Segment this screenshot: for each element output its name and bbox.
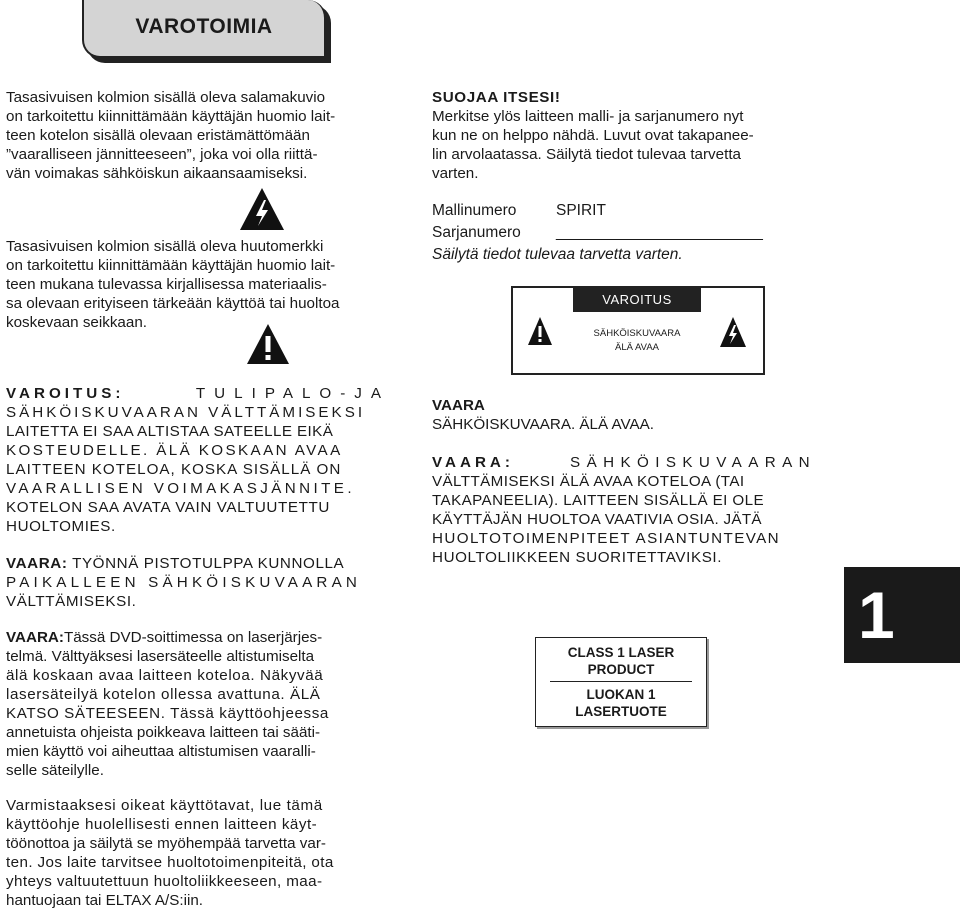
text-line: kun ne on helppo nähdä. Luvut ovat takapanee- <box>432 127 754 144</box>
text-line: älä koskaan avaa laitteen koteloa. Näkyvää <box>6 667 324 684</box>
text-line: LAITETTA EI SAA ALTISTAA SATEELLE EIKÄ <box>6 423 334 440</box>
protect-yourself <box>432 88 816 183</box>
text-line: sa olevaan erityiseen tärkeään käyttöä tai huoltoa <box>6 295 340 312</box>
text-line: HUOLTOLIIKKEEN SUORITETTAVIKSI. <box>432 549 723 566</box>
fire-shock-warning <box>6 384 390 536</box>
text-line: KÄYTTÄJÄN HUOLTOA VAATIVIA OSIA. JÄTÄ <box>432 511 762 528</box>
text-line: on tarkoitettu kiinnittämään käyttäjän huomio lait- <box>6 108 336 125</box>
text-line: hantuojaan tai ELTAX A/S:iin. <box>6 892 203 909</box>
text-line: on tarkoitettu kiinnittämään käyttäjän huomio lait- <box>6 257 336 274</box>
text-line: VÄLTTÄMISEKSI. <box>6 593 137 610</box>
exclamation-explanation <box>6 237 390 332</box>
text-line: SÄHKÖISKUVAARAN VÄLTTÄMISEKSI <box>6 404 366 421</box>
divider <box>550 681 692 682</box>
text-line: käyttöohje huolellisesti ennen laitteen käyt- <box>6 816 318 833</box>
text-line: yhteys valtuutettuun huoltoliikkeeseen, maa- <box>6 873 323 890</box>
text-line: TYÖNNÄ PISTOTULPPA KUNNOLLA <box>72 555 345 572</box>
model-value: SPIRIT <box>556 202 606 219</box>
text-line: Tasasivuisen kolmion sisällä oleva huutomerkki <box>6 238 324 255</box>
danger-heading: VAARA: <box>6 555 68 572</box>
model-info <box>432 200 822 266</box>
laser-label-line: CLASS 1 LASER <box>567 645 675 660</box>
text-line: koskevaan seikkaan. <box>6 314 147 331</box>
text-line: Varmistaaksesi oikeat käyttötavat, lue tämä <box>6 797 323 814</box>
serial-label: Sarjanumero <box>432 224 521 241</box>
read-manual-note <box>6 796 390 910</box>
lightning-explanation <box>6 88 390 183</box>
danger-heading: VAARA: <box>6 629 64 646</box>
text-line: ”vaaralliseen jännitteeseen”, joka voi olla riittä- <box>6 146 318 163</box>
laser-label-line: LASERTUOTE <box>575 704 667 719</box>
text-line: TAKAPANEELIA). LAITTEEN SISÄLLÄ EI OLE <box>432 492 764 509</box>
text-line: varten. <box>432 165 479 182</box>
plug-danger <box>6 554 390 611</box>
text-line: teen kotelon sisällä olevaan eristämättömään <box>6 127 310 144</box>
laser-danger <box>6 628 390 780</box>
warning-label-box <box>511 286 765 375</box>
cover-danger <box>432 453 816 567</box>
text-line: selle säteilylle. <box>6 762 104 779</box>
text-line: Tasasivuisen kolmion sisällä oleva salamakuvio <box>6 89 326 106</box>
exclamation-warning-icon <box>245 322 291 366</box>
text-line: HUOLTOTOIMENPITEET ASIANTUNTEVAN <box>432 530 781 547</box>
text-line: ten. Jos laite tarvitsee huoltotoimenpiteitä, ota <box>6 854 334 871</box>
keep-note: Säilytä tiedot tulevaa tarvetta varten. <box>432 246 683 263</box>
exclamation-warning-icon <box>527 316 553 346</box>
text-line: KATSO SÄTEESEEN. Tässä käyttöohjeessa <box>6 705 329 722</box>
laser-label-line: PRODUCT <box>587 662 655 677</box>
shock-danger <box>432 396 816 434</box>
text-line: lasersäteilyä kotelon ollessa avattuna. ÄLÄ <box>6 686 321 703</box>
laser-label-line: LUOKAN 1 <box>586 687 656 702</box>
model-label: Mallinumero <box>432 202 517 219</box>
text-line: Merkitse ylös laitteen malli- ja sarjanumero nyt <box>432 108 744 125</box>
warning-heading: VAROITUS: <box>6 385 125 402</box>
text-line: HUOLTOMIES. <box>6 518 116 535</box>
warning-label-line: ÄLÄ AVAA <box>614 342 659 353</box>
danger-heading: VAARA <box>432 397 485 414</box>
lightning-warning-icon <box>238 186 286 232</box>
text-line: VÄLTTÄMISEKSI ÄLÄ AVAA KOTELOA (TAI <box>432 473 745 490</box>
text-line: töönottoa ja säilytä se myöhempää tarvetta var- <box>6 835 326 852</box>
serial-blank: ________________________ <box>556 224 763 241</box>
text-line: SÄHKÖISKUVAARA. ÄLÄ AVAA. <box>432 416 654 433</box>
laser-class-label <box>535 637 707 727</box>
text-line: vän voimakas sähköiskun aikaansaamiseksi. <box>6 165 308 182</box>
text-line: mien käyttö voi aiheuttaa altistumisen vaaralli- <box>6 743 316 760</box>
lightning-warning-icon <box>719 316 747 348</box>
text-line: KOSTEUDELLE. ÄLÄ KOSKAAN AVAA <box>6 442 343 459</box>
danger-heading: VAARA: <box>432 454 514 471</box>
warning-label-title: VAROITUS <box>573 288 701 312</box>
page-number-tab <box>844 567 960 663</box>
page-number: 1 <box>858 578 895 652</box>
text-line: SÄHKÖISKUVAARAN <box>570 454 816 471</box>
text-line: PAIKALLEEN SÄHKÖISKUVAARAN <box>6 574 362 591</box>
protect-heading: SUOJAA ITSESI! <box>432 89 561 106</box>
text-line: VAARALLISEN VOIMAKASJÄNNITE. <box>6 480 355 497</box>
text-line: LAITTEEN KOTELOA, KOSKA SISÄLLÄ ON <box>6 461 342 478</box>
title-tab <box>82 0 326 58</box>
text-line: Tässä DVD-soittimessa on laserjärjes- <box>63 629 323 646</box>
text-line: telmä. Välttyäksesi lasersäteelle altistumiselta <box>6 648 315 665</box>
text-line: KOTELON SAA AVATA VAIN VALTUUTETTU <box>6 499 330 516</box>
text-line: annetuista ohjeista poikkeava laitteen tai sääti- <box>6 724 321 741</box>
text-line: TULIPALO-JA <box>195 385 390 402</box>
page-title: VAROTOIMIA <box>135 15 273 38</box>
warning-label-line: SÄHKÖISKUVAARA <box>593 328 681 339</box>
text-line: teen mukana tulevassa kirjallisessa materiaalis- <box>6 276 327 293</box>
text-line: lin arvolaatassa. Säilytä tiedot tulevaa tarvetta <box>432 146 741 163</box>
